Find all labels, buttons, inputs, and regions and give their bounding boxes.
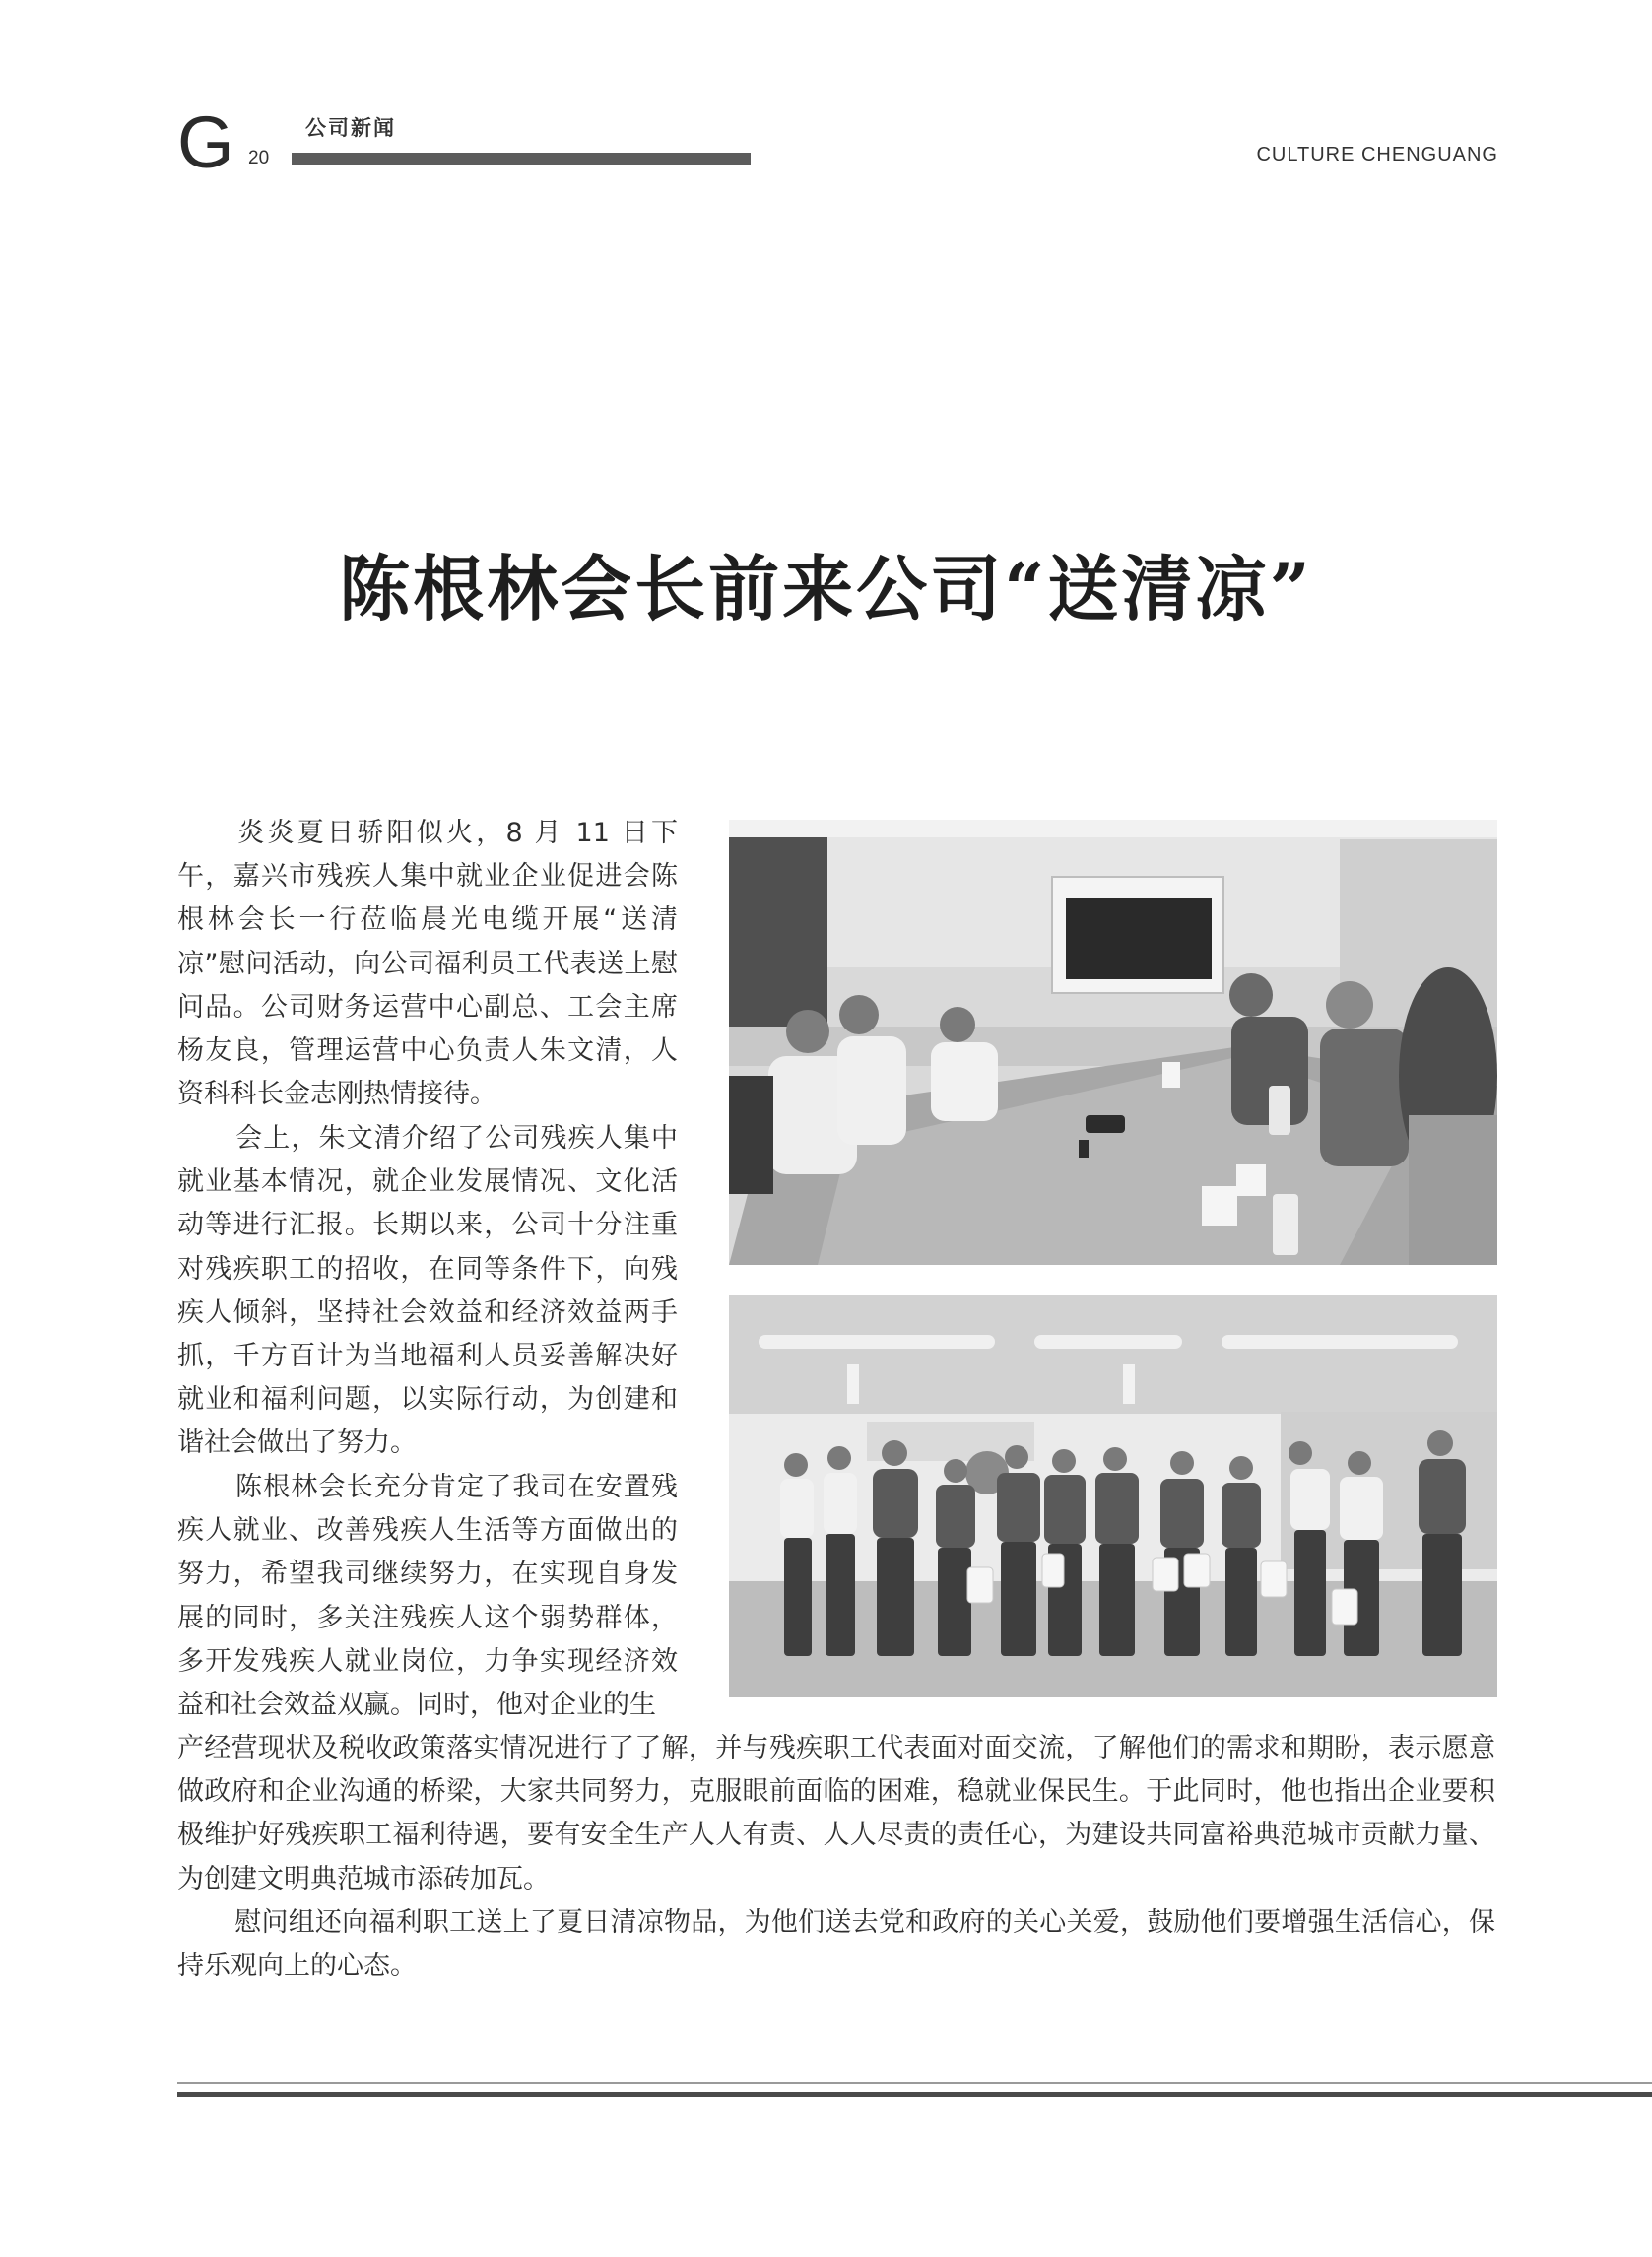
footer-rule-thin [177, 2082, 1652, 2084]
section-letter: G [177, 101, 234, 183]
paragraph-1: 炎炎夏日骄阳似火，8 月 11 日下午，嘉兴市残疾人集中就业企业促进会陈根林会长一行莅临晨光电缆开展“送清凉”慰问活动，向公司福利员工代表送上慰问品。公司财务运营中心副总、工会主席杨友良，管理运营中心负责人朱文清，人资科科长金志刚热情接待。 [177, 818, 678, 1110]
footer-rule-thick [177, 2092, 1652, 2097]
meeting-photo [729, 820, 1497, 1265]
section-title: 公司新闻 [305, 116, 396, 140]
paragraph-3: 陈根林会长充分肯定了我司在安置残疾人就业、改善残疾人生活等方面做出的努力，希望我司继续努力，在实现自身发展的同时，多关注残疾人这个弱势群体，多开发残疾人就业岗位，力争实现经济效益和社会效益双赢。同时，他对企业的生 [177, 1472, 678, 1721]
header-bar [292, 153, 751, 165]
group-photo [729, 1295, 1497, 1697]
article-title: 陈根林会长前来公司“送清凉” [339, 547, 1313, 631]
brand-label: CULTURE CHENGUANG [1256, 144, 1498, 166]
paragraph-3-continued: 产经营现状及税收政策落实情况进行了了解，并与残疾职工代表面对面交流，了解他们的需求和期盼，表示愿意做政府和企业沟通的桥梁，大家共同努力，克服眼前面临的困难，稳就业保民生。于此同时，他也指出企业要积极维护好残疾职工福利待遇，要有安全生产人人有责、人人尽责的责任心，为建设共同富裕典范城市贡献力量、为创建文明典范城市添砖加瓦。 [177, 1733, 1495, 1894]
paragraph-2: 会上，朱文清介绍了公司残疾人集中就业基本情况，就企业发展情况、文化活动等进行汇报。长期以来，公司十分注重对残疾职工的招收，在同等条件下，向残疾人倾斜，坚持社会效益和经济效益两手抓，千方百计为当地福利人员妥善解决好就业和福利问题，以实际行动，为创建和谐社会做出了努力。 [177, 1123, 678, 1459]
paragraph-4: 慰问组还向福利职工送上了夏日清凉物品，为他们送去党和政府的关心关爱，鼓励他们要增强生活信心，保持乐观向上的心态。 [177, 1907, 1495, 1982]
page-number: 20 [248, 148, 270, 168]
